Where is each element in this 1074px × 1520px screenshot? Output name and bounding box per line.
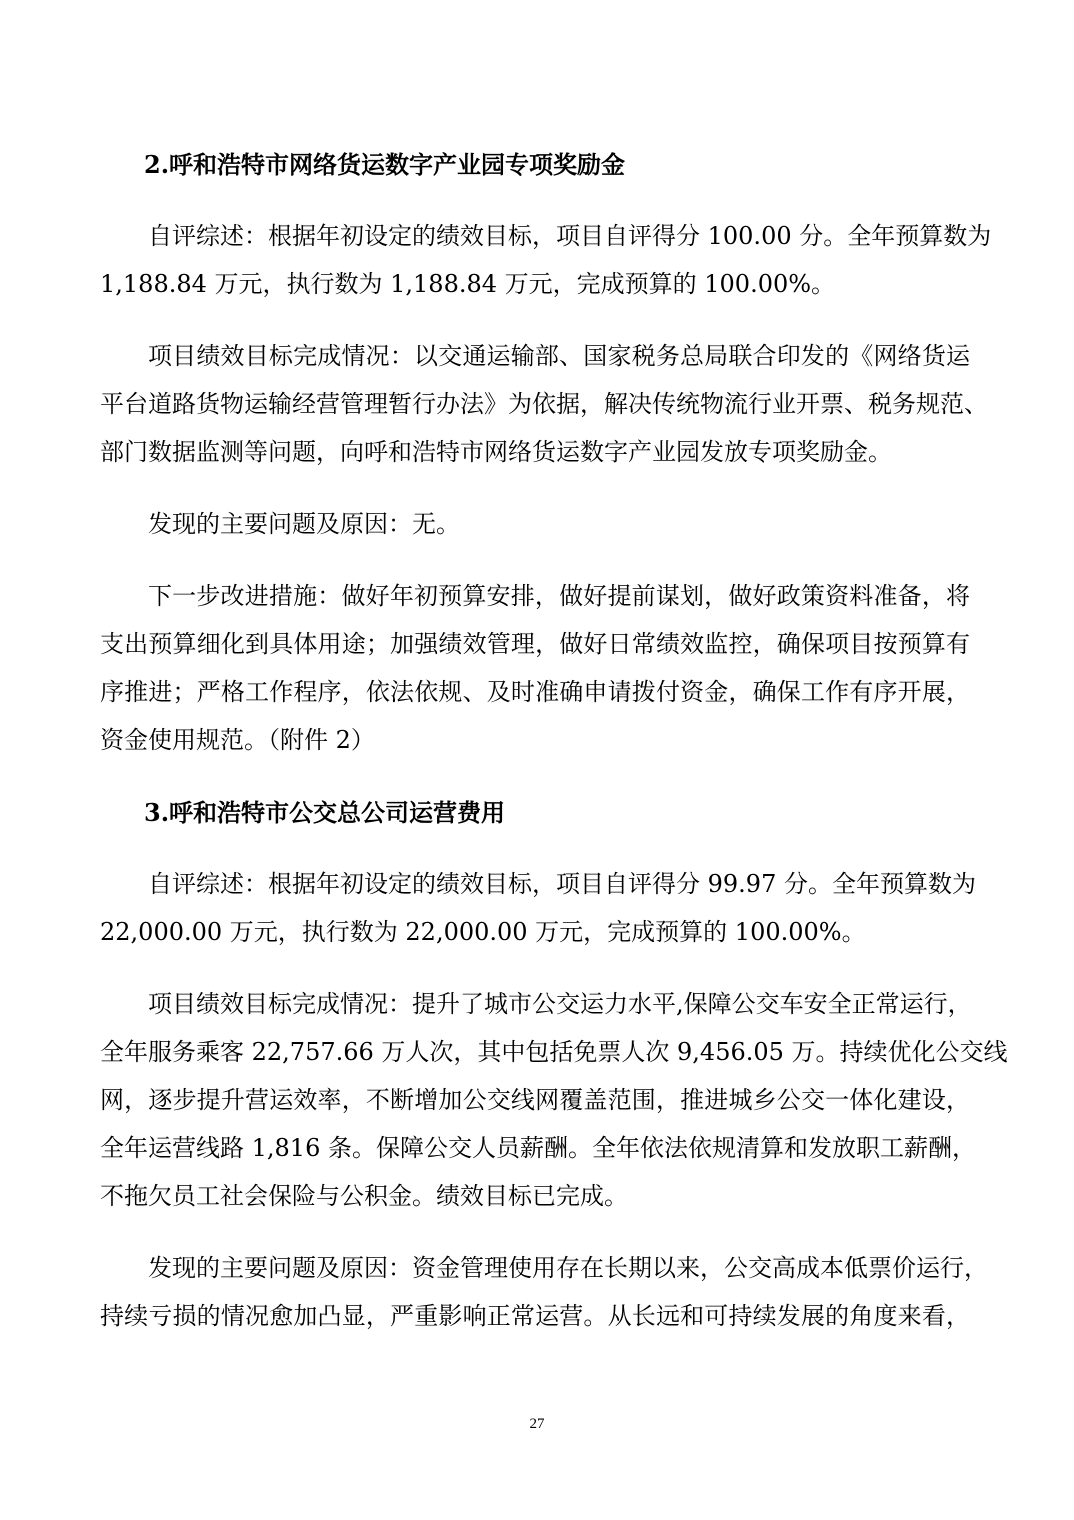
section-2-summary-line-2: 1,188.84 万元，执行数为 1,188.84 万元，完成预算的 100.00%。	[100, 270, 836, 298]
section-3-heading: 3.呼和浩特市公交总公司运营费用	[144, 798, 506, 827]
section-2-improvements-line-4: 资金使用规范。（附件 2）	[100, 726, 375, 754]
section-2-heading: 2.呼和浩特市网络货运数字产业园专项奖励金	[144, 150, 626, 179]
section-2-improvements-line-3: 序推进；严格工作程序，依法依规、及时准确申请拨付资金，确保工作有序开展，	[100, 678, 970, 706]
section-2-improvements-line-1: 下一步改进措施：做好年初预算安排，做好提前谋划，做好政策资料准备，将	[148, 582, 970, 610]
section-2-goals-line-3: 部门数据监测等问题，向呼和浩特市网络货运数字产业园发放专项奖励金。	[100, 438, 892, 466]
section-3-goals-line-2: 全年服务乘客 22,757.66 万人次，其中包括免票人次 9,456.05 万。持续优化公交线	[100, 1038, 1008, 1066]
section-3-summary-line-2: 22,000.00 万元，执行数为 22,000.00 万元，完成预算的 100.00%。	[100, 918, 866, 946]
section-2-goals-line-1: 项目绩效目标完成情况：以交通运输部、国家税务总局联合印发的《网络货运	[148, 342, 970, 370]
section-2-summary-line-1: 自评综述：根据年初设定的绩效目标，项目自评得分 100.00 分。全年预算数为	[148, 222, 992, 250]
section-3-problems-line-2: 持续亏损的情况愈加凸显，严重影响正常运营。从长远和可持续发展的角度来看，	[100, 1302, 970, 1330]
section-3-goals-line-1: 项目绩效目标完成情况：提升了城市公交运力水平,保障公交车安全正常运行，	[148, 990, 972, 1018]
section-2-goals-line-2: 平台道路货物运输经营管理暂行办法》为依据，解决传统物流行业开票、税务规范、	[100, 390, 988, 418]
page-number: 27	[529, 1416, 545, 1432]
section-2-problems-line-1: 发现的主要问题及原因：无。	[148, 510, 460, 538]
section-3-summary-line-1: 自评综述：根据年初设定的绩效目标，项目自评得分 99.97 分。全年预算数为	[148, 870, 976, 898]
section-3-goals-line-3: 网，逐步提升营运效率，不断增加公交线网覆盖范围，推进城乡公交一体化建设，	[100, 1086, 970, 1114]
section-3-goals-line-4: 全年运营线路 1,816 条。保障公交人员薪酬。全年依法依规清算和发放职工薪酬，	[100, 1134, 976, 1162]
section-2-improvements-line-2: 支出预算细化到具体用途；加强绩效管理，做好日常绩效监控，确保项目按预算有	[100, 630, 970, 658]
section-3-goals-line-5: 不拖欠员工社会保险与公积金。绩效目标已完成。	[100, 1182, 628, 1210]
section-3-problems-line-1: 发现的主要问题及原因：资金管理使用存在长期以来，公交高成本低票价运行，	[148, 1254, 988, 1282]
